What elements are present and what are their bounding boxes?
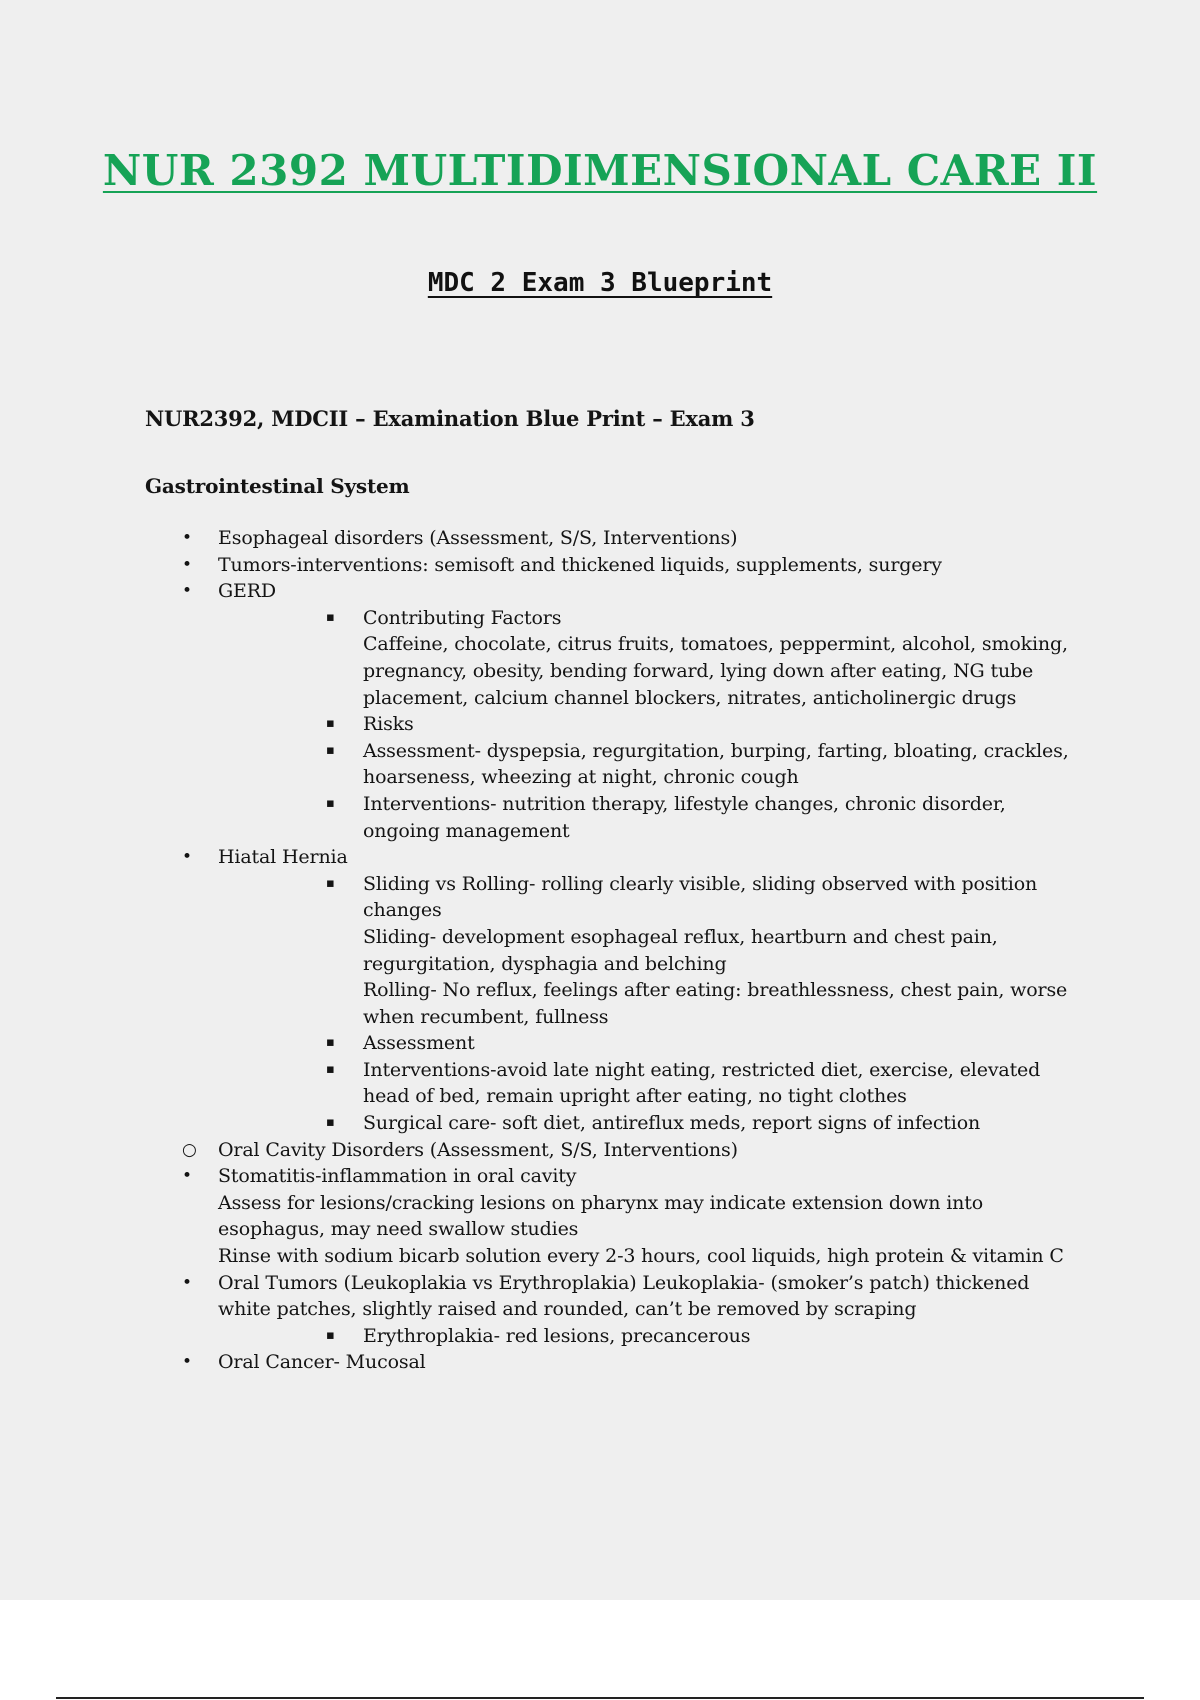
section-heading-gi: Gastrointestinal System [145,474,410,498]
list-item-tumors [0,552,1078,579]
sub-item-continuation [0,924,1083,977]
sub-item-text: Assessment- dyspepsia, regurgitation, burping, farting, bloating, crackles, hoarseness, wheezing at night, chronic cough [363,739,1069,789]
bullet-square-icon: ▪ [326,609,335,625]
list-item-hiatal-hernia [0,844,1078,871]
sub-item-text: Rolling- No reflux, feelings after eating: breathlessness, chest pain, worse when recumbent, fullness [363,979,1068,1028]
list-item-stomatitis [0,1163,1078,1190]
sub-item-gerd-interventions [0,791,1083,844]
list-item-gerd [0,578,1078,605]
sub-item-gerd-risks [0,711,1083,738]
list-item-continuation [0,1190,1078,1243]
list-item-text: Tumors-interventions: semisoft and thickened liquids, supplements, surgery [218,553,942,576]
sub-item-gerd-factors [0,605,1083,632]
bullet-square-icon: ▪ [326,742,335,758]
sub-item-text: Assessment [363,1032,475,1055]
bullet-disc-icon: • [182,1166,192,1187]
list-item-text: Oral Cavity Disorders (Assessment, S/S, Interventions) [218,1138,738,1161]
list-item-oral-cancer [0,1349,1078,1376]
document-title: NUR 2392 MULTIDIMENSIONAL CARE II [102,146,1098,195]
list-item-text: Stomatitis-inflammation in oral cavity [218,1165,577,1188]
bullet-disc-icon: • [182,847,192,868]
sub-item-text: Caffeine, chocolate, citrus fruits, tomatoes, peppermint, alcohol, smoking, pregnancy, obesity, bending forward, lying down after eating, NG tube placement, calcium channel blockers, nitrates, anticholinergic drugs [363,633,1068,709]
bullet-disc-icon: • [182,1272,192,1293]
sub-item-text: Risks [363,713,414,736]
list-item-esophageal [0,525,1078,552]
sub-item-gerd-assessment [0,738,1083,791]
bullet-disc-icon: • [182,554,192,575]
list-item-text: Rinse with sodium bicarb solution every 2-3 hours, cool liquids, high protein & vitamin C [218,1245,1064,1268]
blueprint-outline [0,525,1200,1376]
list-item-text: Assess for lesions/cracking lesions on pharynx may indicate extension down into esophagus, may need swallow studies [218,1191,984,1241]
sub-item-surgical-care [0,1110,1083,1137]
bullet-square-icon: ▪ [326,875,335,891]
bullet-square-icon: ▪ [326,1035,335,1051]
blueprint-heading: NUR2392, MDCII – Examination Blue Print – Exam 3 [145,406,755,431]
sub-item-text: Erythroplakia- red lesions, precancerous [363,1324,751,1347]
sub-item-continuation [0,631,1083,711]
sub-item-hiatal-assessment [0,1030,1083,1057]
sub-item-text: Contributing Factors [363,606,562,629]
bullet-disc-icon: • [182,581,192,602]
list-item-oral-tumors [0,1270,1078,1323]
bullet-square-icon: ▪ [326,1115,335,1131]
document-subtitle: MDC 2 Exam 3 Blueprint [427,268,773,298]
list-item-text: Oral Cancer- Mucosal [218,1351,426,1374]
sub-item-sliding-vs-rolling [0,871,1083,924]
list-item-oral-cavity [0,1137,1078,1164]
bullet-disc-icon: • [182,1352,192,1373]
sub-item-continuation [0,977,1083,1030]
list-item-text: Oral Tumors (Leukoplakia vs Erythroplakia) Leukoplakia- (smoker’s patch) thickened white patches, slightly raised and rounded, can’t be removed by scraping [218,1271,1030,1321]
sub-item-text: Sliding- development esophageal reflux, heartburn and chest pain, regurgitation, dysphagia and belching [363,925,998,975]
footer-divider [56,1697,1144,1699]
list-item-text: Esophageal disorders (Assessment, S/S, Interventions) [218,527,738,549]
sub-item-text: Sliding vs Rolling- rolling clearly visible, sliding observed with position changes [363,872,1038,922]
bullet-square-icon: ▪ [326,1327,335,1343]
sub-item-text: Interventions-avoid late night eating, restricted diet, exercise, elevated head of bed, remain upright after eating, no tight clothes [363,1058,1041,1108]
list-item-continuation [0,1243,1078,1270]
sub-item-text: Surgical care- soft diet, antireflux meds, report signs of infection [363,1112,981,1135]
list-item-text: GERD [218,580,276,603]
sub-item-text: Interventions- nutrition therapy, lifestyle changes, chronic disorder, ongoing management [363,792,1006,842]
bullet-square-icon: ▪ [326,795,335,811]
bullet-circle-icon: ○ [182,1139,197,1160]
sub-item-erythroplakia [0,1323,1083,1350]
list-item-text: Hiatal Hernia [218,846,348,869]
bullet-disc-icon: • [182,528,192,548]
bullet-square-icon: ▪ [326,716,335,732]
sub-item-hiatal-interventions [0,1057,1083,1110]
bullet-square-icon: ▪ [326,1061,335,1077]
